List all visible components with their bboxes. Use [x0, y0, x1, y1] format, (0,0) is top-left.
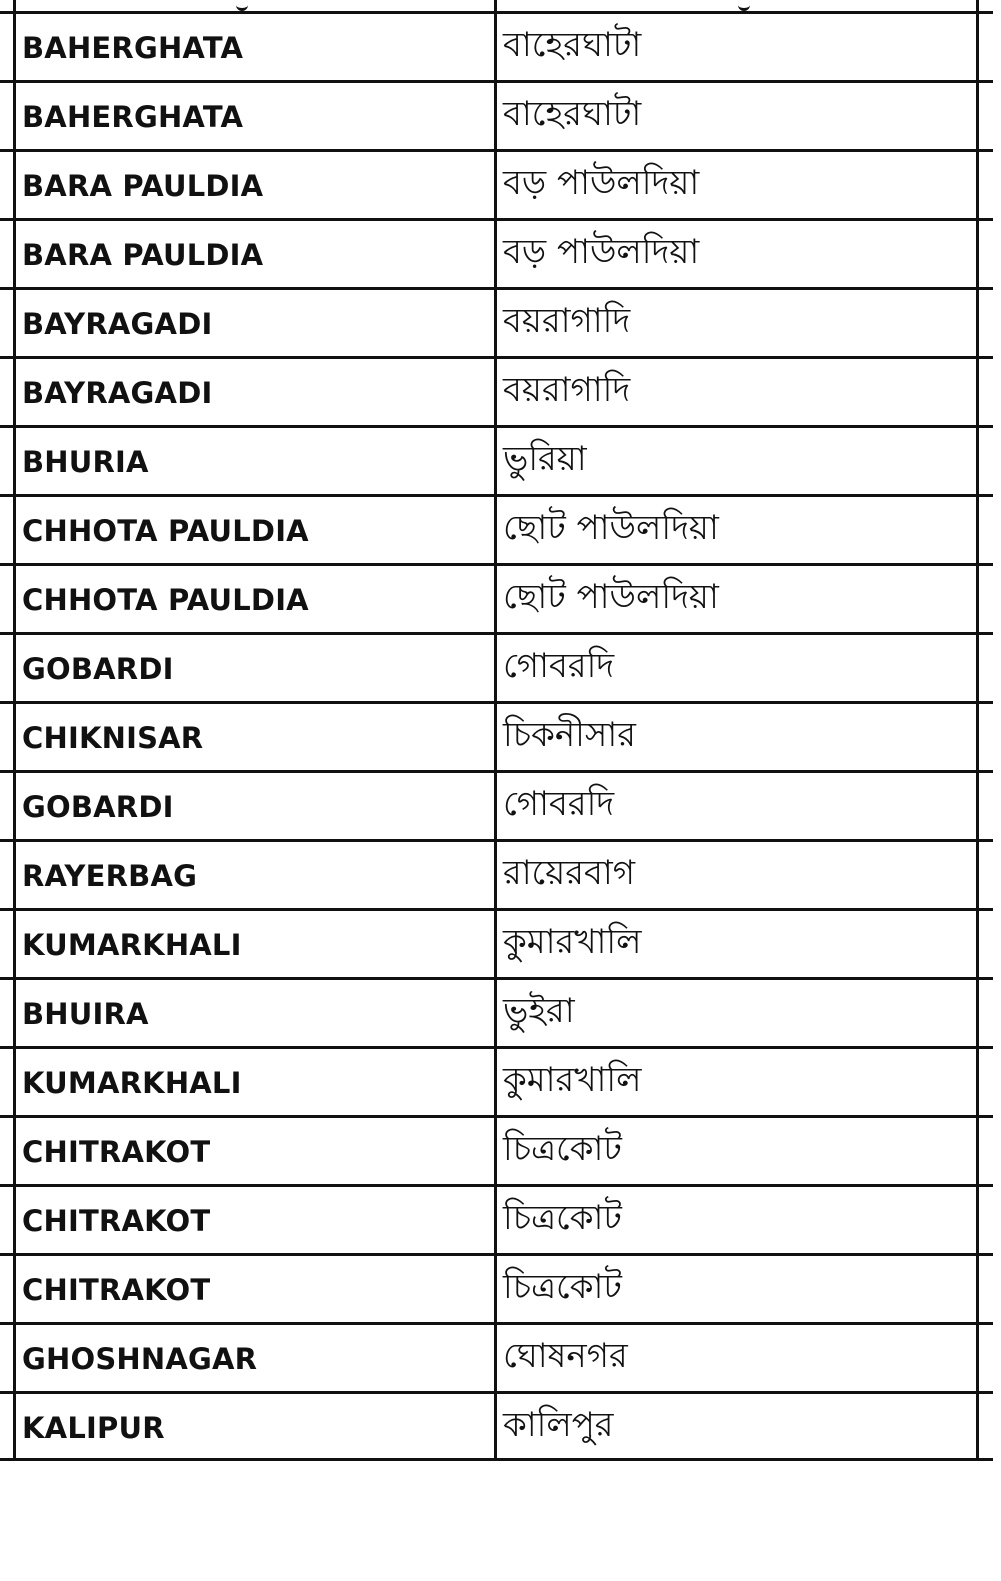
bengali-name-cell: ঘোষনগর — [503, 1336, 628, 1376]
english-name-cell: BHUIRA — [22, 997, 149, 1031]
header-fragment-left — [236, 0, 248, 11]
english-name-cell: GOBARDI — [22, 790, 174, 824]
bengali-name-cell: চিত্রকোট — [503, 1198, 622, 1238]
english-name-cell: CHHOTA PAULDIA — [22, 583, 309, 617]
english-name-cell: BAYRAGADI — [22, 307, 213, 341]
table-row — [0, 771, 993, 840]
table-row — [0, 1185, 993, 1254]
bengali-name-cell: চিত্রকোট — [503, 1129, 622, 1169]
bengali-name-cell: ভুইরা — [503, 991, 575, 1031]
english-name-cell: BAHERGHATA — [22, 100, 244, 134]
english-name-cell: BARA PAULDIA — [22, 169, 264, 203]
bengali-name-cell: চিত্রকোট — [503, 1267, 622, 1307]
table-row — [0, 1392, 993, 1461]
bengali-name-cell: রায়েরবাগ — [503, 853, 636, 893]
english-name-cell: KUMARKHALI — [22, 928, 242, 962]
english-name-cell: KALIPUR — [22, 1411, 165, 1445]
english-name-cell: RAYERBAG — [22, 859, 198, 893]
bengali-name-cell: বাহেরঘাটা — [503, 94, 642, 134]
bengali-name-cell: চিকনীসার — [503, 715, 636, 755]
table-row — [0, 978, 993, 1047]
table-row — [0, 1254, 993, 1323]
bengali-name-cell: বয়রাগাদি — [503, 301, 631, 341]
table-row — [0, 1323, 993, 1392]
table-row — [0, 288, 993, 357]
table-row — [0, 702, 993, 771]
table-row — [0, 357, 993, 426]
table-row — [0, 12, 993, 81]
english-name-cell: CHIKNISAR — [22, 721, 204, 755]
table-row — [0, 564, 993, 633]
table-row — [0, 1116, 993, 1185]
english-name-cell: BHURIA — [22, 445, 149, 479]
english-name-cell: GOBARDI — [22, 652, 174, 686]
english-name-cell: CHHOTA PAULDIA — [22, 514, 309, 548]
bengali-name-cell: বড় পাউলদিয়া — [503, 163, 700, 203]
table-row — [0, 426, 993, 495]
english-name-cell: GHOSHNAGAR — [22, 1342, 258, 1376]
english-name-cell: KUMARKHALI — [22, 1066, 242, 1100]
english-name-cell: CHITRAKOT — [22, 1204, 211, 1238]
village-name-table — [0, 12, 993, 1461]
bengali-name-cell: কুমারখালি — [503, 1060, 642, 1100]
bengali-name-cell: বাহেরঘাটা — [503, 25, 642, 65]
english-name-cell: CHITRAKOT — [22, 1273, 211, 1307]
bengali-name-cell: কুমারখালি — [503, 922, 642, 962]
table-row — [0, 840, 993, 909]
bengali-name-cell: গোবরদি — [503, 784, 615, 824]
table-row — [0, 219, 993, 288]
english-name-cell: BAHERGHATA — [22, 31, 244, 65]
bengali-name-cell: কালিপুর — [503, 1405, 614, 1445]
bengali-name-cell: ছোট পাউলদিয়া — [503, 577, 719, 617]
bengali-name-cell: বয়রাগাদি — [503, 370, 631, 410]
english-name-cell: BARA PAULDIA — [22, 238, 264, 272]
table-row — [0, 1047, 993, 1116]
english-name-cell: CHITRAKOT — [22, 1135, 211, 1169]
table-row — [0, 150, 993, 219]
table-row — [0, 81, 993, 150]
table-row — [0, 495, 993, 564]
bengali-name-cell: গোবরদি — [503, 646, 615, 686]
bengali-name-cell: ছোট পাউলদিয়া — [503, 508, 719, 548]
table-row — [0, 633, 993, 702]
english-name-cell: BAYRAGADI — [22, 376, 213, 410]
bengali-name-cell: বড় পাউলদিয়া — [503, 232, 700, 272]
header-fragment-right — [738, 0, 750, 11]
bengali-name-cell: ভুরিয়া — [503, 439, 587, 479]
table-row — [0, 909, 993, 978]
